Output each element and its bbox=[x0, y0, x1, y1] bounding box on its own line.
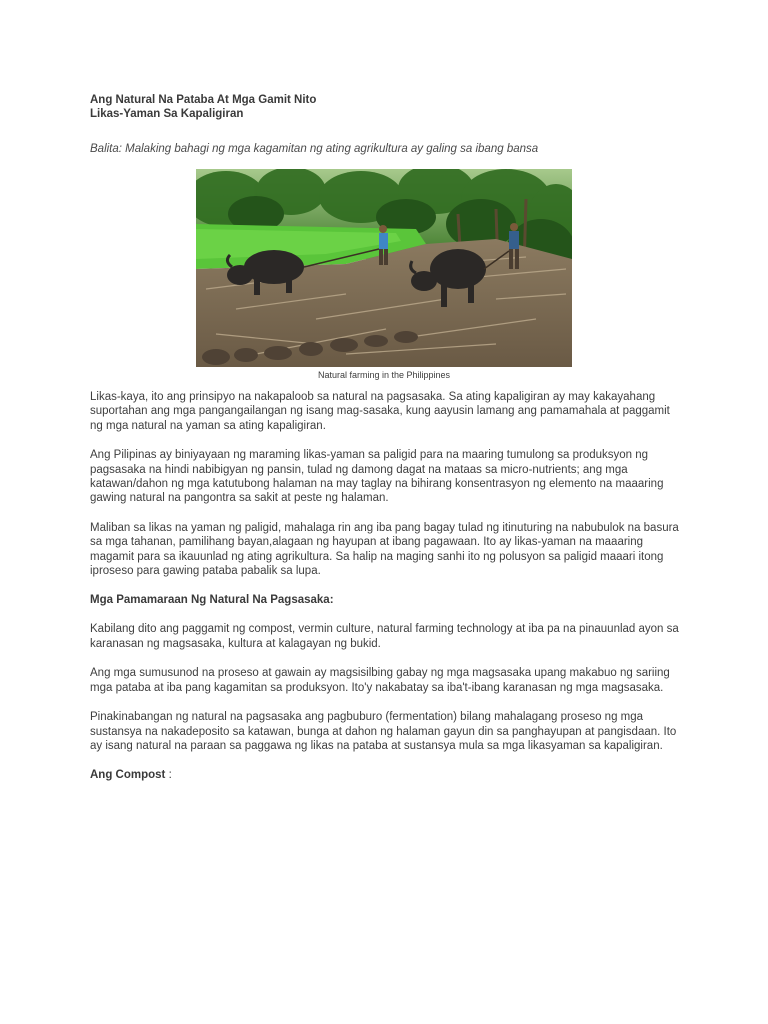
paragraph: Maliban sa likas na yaman ng paligid, mahalaga rin ang iba pang bagay tulad ng itinuturing na nabubulok na basura sa mga tahanan, pamilihang bayan,alagaan ng hayupan at ibang pagawaan. Ito ay likas-yaman na maaaring magamit para sa ikauunlad ng ating agrikultura. Sa halip na maging sanhi ito ng polusyon sa paligid maaari itong iproseso para gawing pataba pabalik sa lupa. bbox=[90, 521, 679, 578]
paragraph: Pinakinabangan ng natural na pagsasaka ang pagbuburo (fermentation) bilang mahalagang proseso ng mga sustansya na nakadeposito sa katawan, bunga at dahon ng halaman gayun din sa panghayupan at pangisdaan. Ito ay isang natural na paraan sa paggawa ng likas na pataba at sustansya mula sa mga likasyaman sa kapaligiran. bbox=[90, 711, 677, 752]
document-page bbox=[90, 93, 680, 782]
compost-heading-text: Ang Compost bbox=[90, 769, 166, 782]
compost-heading bbox=[90, 768, 680, 782]
paragraph: Likas-kaya, ito ang prinsipyo na nakapaloob sa natural na pagsasaka. Sa ating kapaligiran ay may kakayahang suportahan ang mga pangangailangan ng isang mag-sasaka, kung aayusin lamang ang pamamahala at paggamit ng mga natural na yaman sa ating kapaligiran. bbox=[90, 391, 670, 432]
paragraph: Kabilang dito ang paggamit ng compost, vermin culture, natural farming technology at iba pa na pinauunlad ayon sa karanasan ng magsasaka, kultura at kalagayan ng bukid. bbox=[90, 623, 679, 650]
paragraph: Ang Pilipinas ay biniyayaan ng maraming likas-yaman sa paligid para na maaring tumulong sa produksyon ng pagsasaka na hindi nabibigyan ng pansin, tulad ng damong dagat na mataas sa micro-nutrients; ang mga katawan/dahon ng mga katutubong halaman na may taglay na bihirang konsentrasyon ng elemento na maaaring gawing natural na pangontra sa sakit at peste ng halaman. bbox=[90, 449, 664, 505]
title-line-1: Ang Natural Na Pataba At Mga Gamit Nito bbox=[90, 94, 317, 106]
news-line: Balita: Malaking bahagi ng mga kagamitan ng ating agrikultura ay galing sa ibang bansa bbox=[90, 143, 539, 155]
title-line-2: Likas-Yaman Sa Kapaligiran bbox=[90, 108, 244, 120]
farm-photo bbox=[196, 169, 572, 367]
compost-heading-colon: : bbox=[165, 769, 172, 782]
figure-caption: Natural farming in the Philippines bbox=[317, 370, 451, 380]
figure bbox=[196, 169, 572, 381]
document-title bbox=[90, 93, 680, 121]
section-heading: Mga Pamamaraan Ng Natural Na Pagsasaka: bbox=[90, 594, 334, 607]
paragraph: Ang mga sumusunod na proseso at gawain ay magsisilbing gabay ng mga magsasaka upang makabuo ng sariing mga pataba at iba pang kagamitan sa produksyon. Ito'y nakabatay sa iba't-ibang karanasan ng mga magsasaka. bbox=[90, 667, 670, 694]
